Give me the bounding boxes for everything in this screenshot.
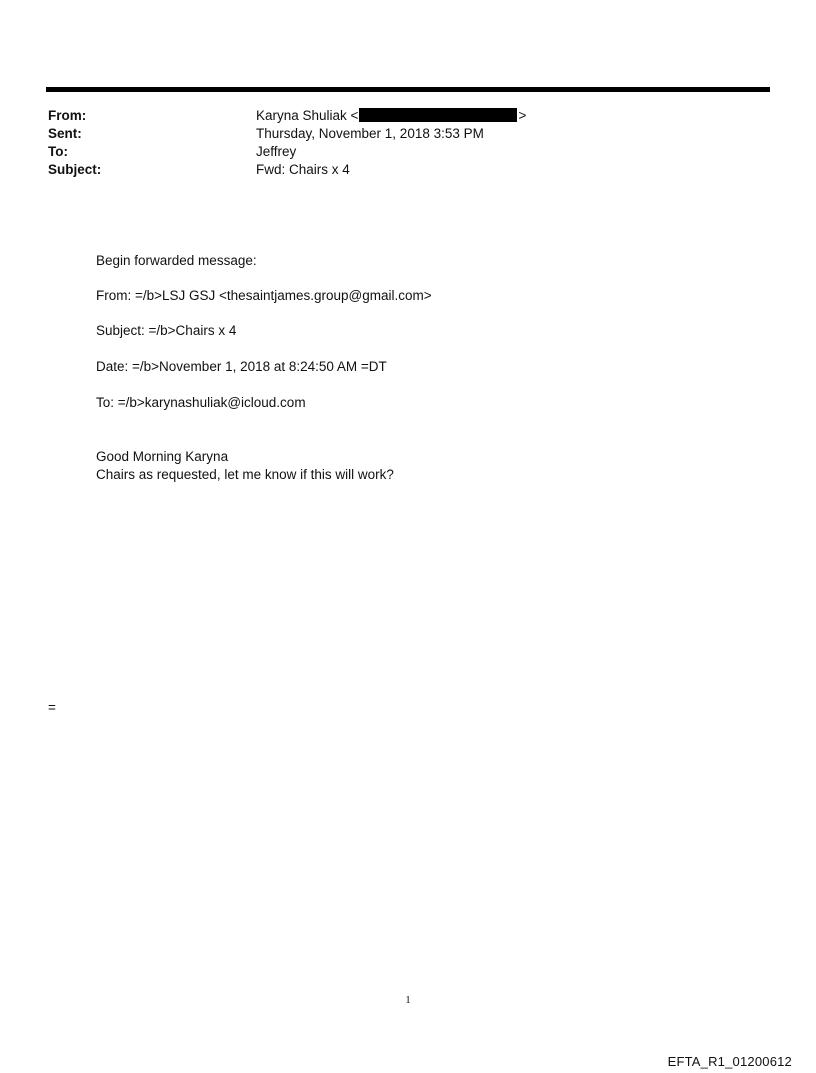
to-row	[48, 143, 768, 161]
stray-equals: =	[48, 700, 56, 715]
sent-label: Sent:	[48, 126, 82, 141]
forwarded-from: From: =/b>LSJ GSJ <thesaintjames.group@gmail.com>	[96, 288, 432, 303]
forward-intro: Begin forwarded message:	[96, 253, 257, 268]
message-text: Chairs as requested, let me know if this will work?	[96, 467, 394, 482]
subject-row	[48, 161, 768, 179]
sent-value: Thursday, November 1, 2018 3:53 PM	[256, 126, 484, 141]
page-number: 1	[405, 994, 411, 1006]
from-name: Karyna Shuliak <	[256, 108, 359, 123]
sent-row	[48, 125, 768, 143]
forwarded-subject: Subject: =/b>Chairs x 4	[96, 323, 237, 338]
forwarded-date: Date: =/b>November 1, 2018 at 8:24:50 AM =DT	[96, 359, 387, 374]
document-id: EFTA_R1_01200612	[667, 1054, 792, 1069]
subject-value: Fwd: Chairs x 4	[256, 162, 350, 177]
to-value: Jeffrey	[256, 144, 297, 159]
to-label: To:	[48, 144, 68, 159]
from-label: From:	[48, 108, 87, 123]
from-row	[48, 107, 768, 125]
header-divider	[46, 87, 770, 92]
message-greeting: Good Morning Karyna	[96, 449, 229, 464]
subject-label: Subject:	[48, 162, 102, 177]
from-value	[256, 107, 526, 125]
redaction-block	[359, 108, 517, 122]
from-name-suffix: >	[518, 108, 527, 123]
forwarded-to: To: =/b>karynashuliak@icloud.com	[96, 395, 306, 410]
